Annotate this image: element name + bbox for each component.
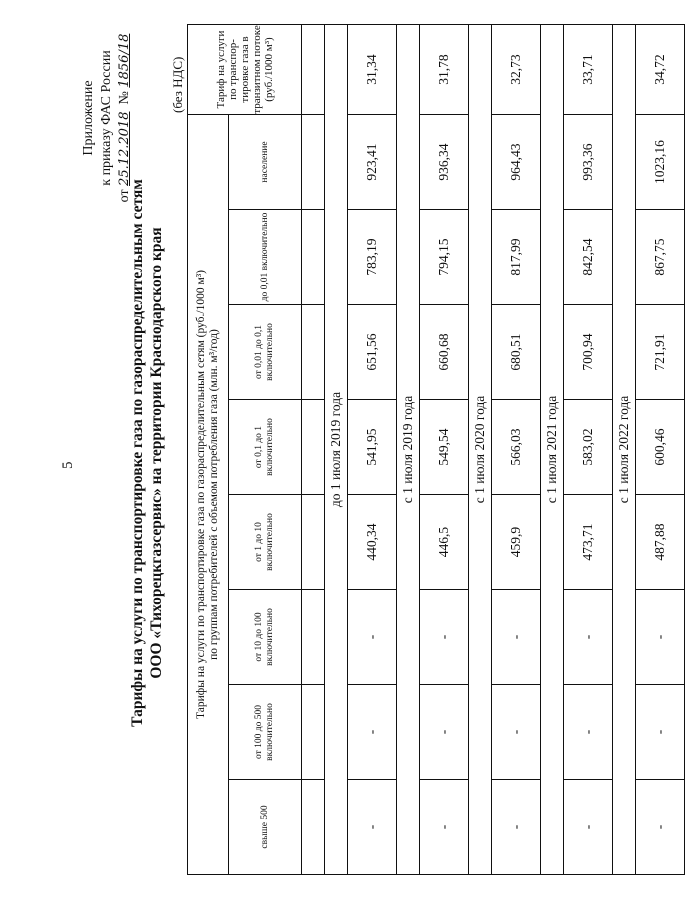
- column-header: от 0,1 до 1 включительно: [229, 400, 302, 495]
- document-title: [128, 73, 166, 833]
- table-cell: -: [492, 590, 541, 685]
- table-cell: 783,19: [348, 210, 397, 305]
- column-header: свыше 500: [229, 780, 302, 875]
- table-cell: 459,9: [492, 495, 541, 590]
- number-prefix: №: [117, 91, 132, 105]
- table-cell: -: [492, 780, 541, 875]
- page-number: 5: [60, 461, 76, 469]
- table-cell: 31,34: [348, 25, 397, 115]
- tariff-table: [187, 24, 685, 875]
- table-cell: 33,71: [564, 25, 613, 115]
- spacer-cell: [302, 495, 325, 590]
- table-cell: 440,34: [348, 495, 397, 590]
- table-cell: 936,34: [420, 115, 469, 210]
- table-cell: 817,99: [492, 210, 541, 305]
- appendix-order-ref: к приказу ФАС России: [99, 50, 114, 186]
- table-cell: -: [420, 590, 469, 685]
- spacer-cell: [302, 210, 325, 305]
- table-cell: 600,46: [636, 400, 685, 495]
- table-cell: 993,36: [564, 115, 613, 210]
- tariff-table-body: [325, 25, 685, 875]
- appendix-block: [80, 33, 134, 203]
- table-cell: 1023,16: [636, 115, 685, 210]
- table-cell: 867,75: [636, 210, 685, 305]
- table-cell: 721,91: [636, 305, 685, 400]
- group-header-line-1: Тарифы на услуги по транспортировке газа по газораспределительным сетям (руб./1000 м³): [195, 270, 207, 719]
- title-line-2: ООО «Тихорецкгазсервис» на территории Краснодарского края: [148, 227, 165, 679]
- column-header: от 10 до 100 включительно: [229, 590, 302, 685]
- table-cell: 473,71: [564, 495, 613, 590]
- table-cell: 549,54: [420, 400, 469, 495]
- table-cell: -: [564, 780, 613, 875]
- table-cell: 680,51: [492, 305, 541, 400]
- table-cell: 794,15: [420, 210, 469, 305]
- table-cell: 446,5: [420, 495, 469, 590]
- table-cell: 487,88: [636, 495, 685, 590]
- table-cell: 566,03: [492, 400, 541, 495]
- period-label: с 1 июля 2022 года: [613, 25, 636, 875]
- table-cell: 651,56: [348, 305, 397, 400]
- table-cell: 700,94: [564, 305, 613, 400]
- table-cell: 842,54: [564, 210, 613, 305]
- spacer-cell: [302, 780, 325, 875]
- spacer-cell: [302, 25, 325, 115]
- period-label: с 1 июля 2020 года: [469, 25, 492, 875]
- table-cell: 31,78: [420, 25, 469, 115]
- table-cell: -: [492, 685, 541, 780]
- spacer-cell: [302, 685, 325, 780]
- table-cell: 34,72: [636, 25, 685, 115]
- table-cell: -: [564, 590, 613, 685]
- table-cell: -: [420, 685, 469, 780]
- spacer-cell: [302, 400, 325, 495]
- table-cell: 583,02: [564, 400, 613, 495]
- spacer-cell: [302, 305, 325, 400]
- table-cell: 964,43: [492, 115, 541, 210]
- transit-header: Тариф на услуги по транспор-тировке газа в транзитном потоке (руб./1000 м³): [188, 25, 302, 115]
- table-cell: -: [636, 685, 685, 780]
- title-line-1: Тарифы на услуги по транспортировке газа по газораспределительным сетям: [129, 179, 146, 727]
- spacer-cell: [302, 115, 325, 210]
- table-cell: 32,73: [492, 25, 541, 115]
- period-label: до 1 июля 2019 года: [325, 25, 348, 875]
- period-label: с 1 июля 2019 года: [397, 25, 420, 875]
- order-number: 1856/18: [117, 33, 132, 88]
- table-cell: 923,41: [348, 115, 397, 210]
- table-cell: -: [564, 685, 613, 780]
- column-header: население: [229, 115, 302, 210]
- table-cell: -: [420, 780, 469, 875]
- table-cell: -: [348, 590, 397, 685]
- column-header: до 0,01 включительно: [229, 210, 302, 305]
- spacer-cell: [302, 590, 325, 685]
- table-cell: -: [348, 685, 397, 780]
- table-cell: -: [636, 780, 685, 875]
- order-date: 25.12.2018: [117, 111, 132, 186]
- table-cell: -: [348, 780, 397, 875]
- appendix-label: Приложение: [81, 80, 96, 156]
- column-header: от 0,01 до 0,1 включительно: [229, 305, 302, 400]
- vat-note: (без НДС): [170, 56, 185, 113]
- table-cell: 660,68: [420, 305, 469, 400]
- period-label: с 1 июля 2021 года: [541, 25, 564, 875]
- table-cell: -: [636, 590, 685, 685]
- rotated-document: [0, 13, 667, 893]
- table-cell: 541,95: [348, 400, 397, 495]
- column-header: от 1 до 10 включительно: [229, 495, 302, 590]
- date-prefix: от: [117, 189, 132, 203]
- column-header: от 100 до 500 включительно: [229, 685, 302, 780]
- group-header-line-2: по группам потребителей с объемом потребления газа (млн. м³/год): [208, 329, 220, 660]
- group-header: [188, 115, 229, 875]
